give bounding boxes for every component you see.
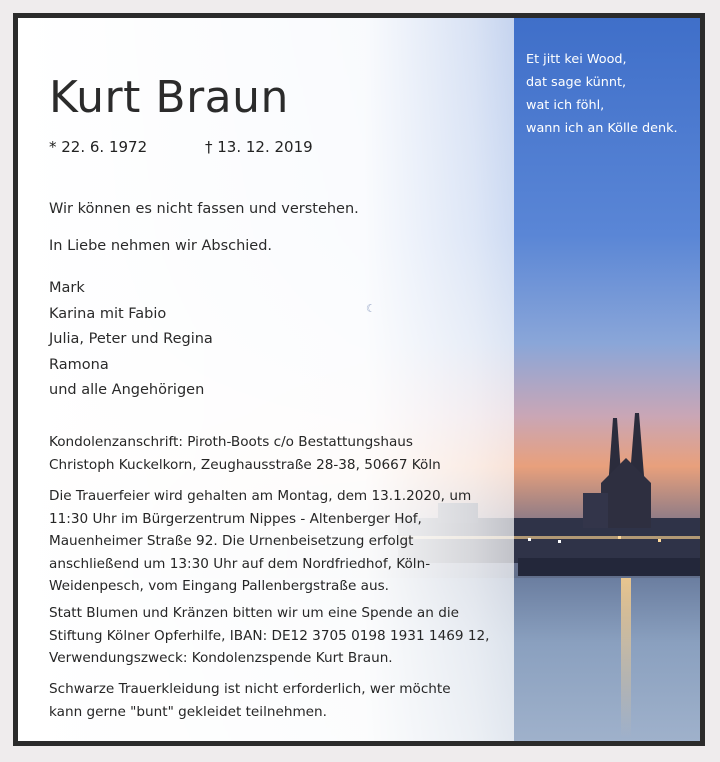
birth-date: * 22. 6. 1972: [49, 138, 148, 156]
farewell-line: In Liebe nehmen wir Abschied.: [49, 238, 273, 254]
mourner: Mark: [49, 280, 85, 296]
attire-note: Schwarze Trauerkleidung ist nicht erforderlich, wer möchte kann gerne "bunt" gekleidet teilnehmen.: [49, 681, 451, 720]
mourner: Ramona: [49, 356, 109, 373]
donation-request: Statt Blumen und Kränzen bitten wir um eine Spende an die Stiftung Kölner Opferhilfe, IBAN: DE12 3705 0198 1931 1469 12, Verwendungszweck: Kondolenzspende Kurt Braun.: [49, 605, 490, 666]
quote-line: wann ich an Kölle denk.: [526, 121, 678, 136]
obituary-frame: [13, 13, 705, 746]
quote-line: Et jitt kei Wood,: [526, 52, 627, 67]
death-date: † 13. 12. 2019: [205, 138, 313, 156]
quote-line: dat sage künnt,: [526, 75, 627, 90]
moon-icon: ☾: [366, 302, 376, 315]
mourner: Julia, Peter und Regina: [49, 331, 213, 347]
koelsch-quote: [526, 48, 678, 140]
opening-line: Wir können es nicht fassen und verstehen.: [49, 201, 359, 217]
funeral-details: Die Trauerfeier wird gehalten am Montag, dem 13.1.2020, um 11:30 Uhr im Bürgerzentrum Nippes - Altenberger Hof, Mauenheimer Straße 92. Die Urnenbeisetzung erfolgt anschließend um 13:30 Uhr auf dem Nordfriedhof, Köln- Weidenpesch, vom Eingang Pallenbergstraße aus.: [49, 488, 472, 594]
mourner: und alle Angehörigen: [49, 382, 205, 398]
deceased-name: Kurt Braun: [49, 72, 289, 123]
mourner: Karina mit Fabio: [49, 305, 167, 322]
light-reflection: [621, 578, 631, 738]
mourners-list: [49, 276, 213, 404]
quote-line: wat ich föhl,: [526, 98, 605, 113]
condolence-address: Kondolenzanschrift: Piroth-Boots c/o Bestattungshaus Christoph Kuckelkorn, Zeughausstraße 28-38, 50667 Köln: [49, 434, 441, 473]
